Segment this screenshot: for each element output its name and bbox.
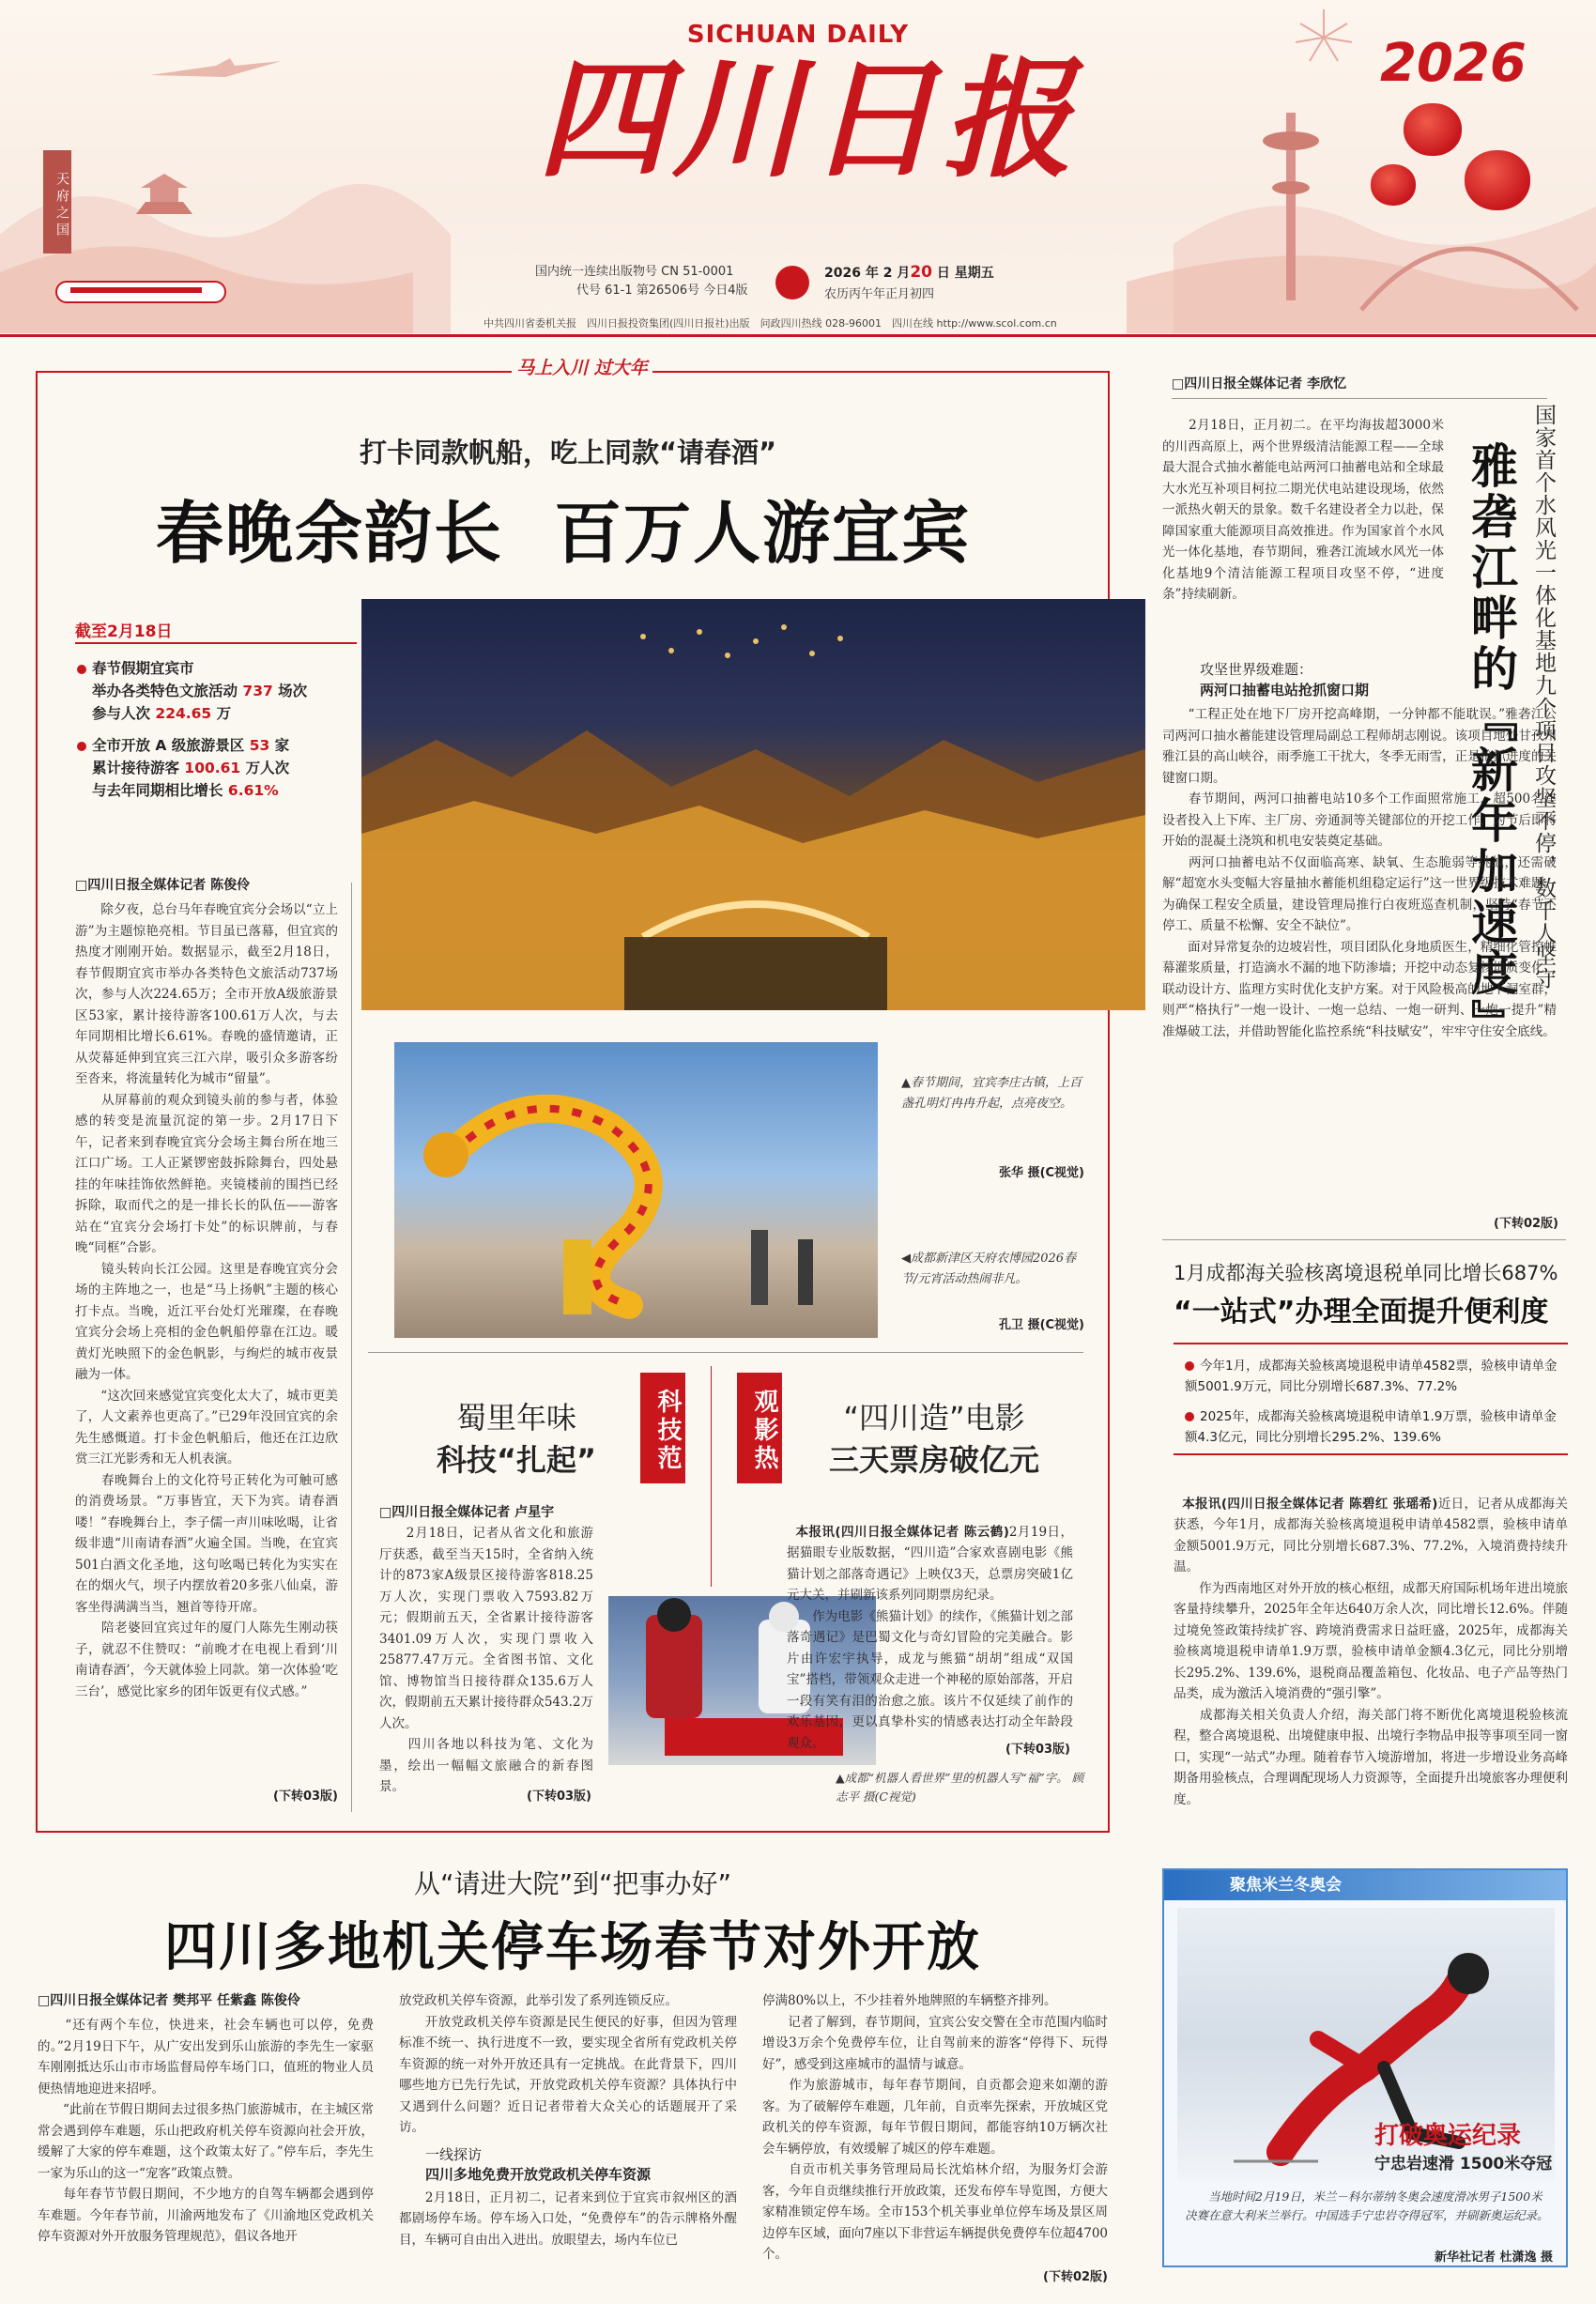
bullet-icon: [77, 742, 86, 751]
photo-dragon-dance: [394, 1042, 878, 1338]
parking-headline: 四川多地机关停车场春节对外开放: [164, 1917, 981, 1978]
masthead-english-title: SICHUAN DAILY: [686, 21, 910, 49]
parking-column-2-text-b: 2月18日，正月初二，记者来到位于宜宾市叙州区的酒都剧场停车场。停车场入口处，“免费停车”的告示牌格外醒目，车辆可自由出入进出。放眼望去，场内车位已: [399, 2189, 737, 2248]
side-seal: 天府之国: [43, 150, 71, 253]
masthead-footer: 中共四川省委机关报 四川日报投资集团(四川日报社)出版 问政四川热线 028-96001 四川在线 http://www.scol.com.cn: [483, 317, 1057, 330]
olympics-banner-text: 聚焦米兰冬奥会: [1230, 1876, 1342, 1895]
film-badge: 观影热: [737, 1373, 782, 1483]
masthead-divider: [0, 334, 1596, 337]
stat2-value-visitors: 100.61: [184, 760, 241, 776]
customs-headline: “一站式”办理全面提升便利度: [1174, 1296, 1549, 1329]
stat1-label-c: 参与人次: [92, 705, 156, 722]
tech-continuation: (下转03版): [527, 1789, 591, 1804]
parking-section-kicker: 一线探访: [425, 2145, 483, 2163]
lead-kicker: 打卡同款帆船，吃上同款“请春酒”: [359, 437, 777, 468]
issue-info: [535, 263, 779, 300]
olympics-banner: [1164, 1870, 1566, 1900]
yalong-sub-kicker: 攻坚世界级难题：: [1200, 661, 1313, 678]
lead-body: 除夕夜，总台马年春晚宜宾分会场以“立上游”为主题惊艳亮相。节目虽已落幕，但宜宾的热度才刚刚开始。数据显示，截至2月18日，春节假期宜宾市举办各类特色文旅活动737场次，参与人次224.65万；全市开放A级旅游景区53家，累计接待游客100.61万人次，与去年同期相比增长6.61%。春晚的盛情邀请，正从荧幕延伸到宜宾三江六岸，吸引众多游客纷至沓来，将流量转化为城市“留量”。 从屏幕前的观众到镜头前的参与者，体验感的转变是流量沉淀的第一步。2月17日下午，记者来到春晚宜宾分会场主舞台所在地三江口广场。工人正紧锣密鼓拆除舞台，四处悬挂的年味挂饰依然鲜艳。夹镜楼前的围挡已经拆除，取而代之的是一排长长的队伍——游客站在“宜宾分会场打卡处”的标识牌前，与春晚“同框”合影。 镜头转向长江公园。这里是春晚宜宾分会场的主阵地之一，也是“马上扬帆”主题的核心打卡点。当晚，近江平台处灯光璀璨，在春晚宜宾分会场上亮相的金色帆船停靠在江边。暖黄灯光映照下的金色帆影，与绚烂的城市夜景融为一体。 “这次回来感觉宜宾变化太大了，城市更美了，人文素养也更高了。”已29年没回宜宾的余先生感慨道。打卡金色帆船后，他还在江边欣赏三江光影秀和无人机表演。 春晚舞台上的文化符号正转化为可触可感的消费场景。“万事皆宜，天下为宾。请春酒喽！”春晚舞台上，李子儒一声川味吆喝，让省级非遗“川南请春酒”火遍全国。当晚，在宜宾501白酒文化圣地，这句吆喝已转化为实实在在的烟火气，坝子内摆放着20多张八仙桌，游客坐得满满当当，翘首等待开席。 陪老婆回宜宾过年的厦门人陈先生刚动筷子，就忍不住赞叹：“前晚才在电视上看到‘川南请春酒’，今天就体验上同款。第一次体验‘吃三台’，感觉比家乡的团年饭更有仪式感。”: [75, 902, 338, 1699]
lead-continuation: (下转03版): [273, 1789, 338, 1804]
film-byline: 本报讯(四川日报全媒体记者 陈云鹤): [795, 1524, 1009, 1540]
tech-headline-1: 蜀里年味: [455, 1400, 576, 1436]
photo2-credit: 孔卫 摄(C视觉): [999, 1318, 1084, 1332]
stat1-label-d: 万: [211, 705, 232, 722]
issue-line-2: 代号 61-1 第26506号 今日4版: [576, 284, 748, 298]
masthead-chinese-title: 四川日报: [536, 42, 1078, 195]
dragon-illustration: [394, 1042, 878, 1338]
stat2-value-scenic: 53: [249, 737, 270, 754]
customs-body: 近日，记者从成都海关获悉，今年1月，成都海关验核离境退税申请单4582票，验核申请单金额5001.9万元，同比分别增长687.3%、77.2%，入境消费持续升温。 作为西南地区对外开放的核心枢纽，成都天府国际机场年进出境旅客量持续攀升，2025年全年达640万余人次，同比增长12.6%。伴随过境免签政策持续扩容、跨境消费需求日益旺盛，2025年，成都海关验核离境退税申请单1.9万票，验核申请单金额4.3亿元，同比分别增长295.2%、139.6%，退税商品覆盖箱包、化妆品、电子产品等热门品类，成为激活入境消费的“强引擎”。 成都海关相关负责人介绍，海关部门将不断优化离境退税验核流程，整合离境退税、出境健康申报、出境行李物品申报等事项至同一窗口，实现“一站式”办理。随着春节入境游增加，将进一步增设业务高峰期备用验核点，合理调配现场人力资源等，全面提升出境旅客办理便利度。: [1174, 1496, 1569, 1807]
parking-column-1: “还有两个车位，快进来，社会车辆也可以停，免费的。”2月19日下午，从广安出发到乐山旅游的李先生一家驱车刚刚抵达乐山市市场监督局停车场门口，值班的物业人员便热情地迎进来招呼。 “此前在节假日期间去过很多热门旅游城市，在主城区常常会遇到停车难题，乐山把政府机关停车资源向社会开放，缓解了大家的停车难题，这个政策太好了。”停车后，李先生一家为乐山的这一“宠客”政策点赞。 每年春节节假日期间，不少地方的自驾车辆都会遇到停车难题。今年春节前，川渝两地发布了《川渝地区党政机关停车资源对外开放服务管理规范》，倡议各地开: [38, 2018, 374, 2244]
parking-column-3: 停满80%以上，不少挂着外地牌照的车辆整齐排列。 记者了解到，春节期间，宜宾公安交警在全市范围内临时增设3万余个免费停车位，让自驾前来的游客“停得下、玩得好”，感受到这座城市的温情与诚意。 作为旅游城市，每年春节期间，自贡都会迎来如潮的游客。为了破解停车难题，几年前，自贡率先探索，开放城区党政机关的停车资源，每年节假日期间，都能容纳10万辆次社会车辆停放，有效缓解了城区的停车难题。 自贡市机关事务管理局局长沈焰林介绍，为服务灯会游客，今年自贡继续推行开放政策，还发布停车导览图，方便大家精准锁定停车场。全市153个机关事业单位停车场及景区周边停车区域，面向7座以下非营运车辆提供免费停车位超4700个。: [762, 1993, 1108, 2262]
yalong-vertical-subtitle: 国家首个水风光一体化基地九个项目攻坚不停，数千人坚守: [1531, 404, 1556, 990]
yalong-rule: [1172, 398, 1547, 399]
film-continuation: (下转03版): [1005, 1743, 1070, 1757]
lantern-icon: [1465, 150, 1530, 210]
publisher-logo-icon: [775, 266, 809, 300]
lead-byline: □四川日报全媒体记者 陈俊伶: [75, 878, 251, 893]
lunar-date: 农历丙午年正月初四: [824, 287, 935, 301]
photo1-caption: ▲春节期间，宜宾李庄古镇，上百盏孔明灯冉冉升起，点亮夜空。: [901, 1076, 1082, 1111]
night-town-illustration: [361, 599, 1145, 1010]
customs-byline: 本报讯(四川日报全媒体记者 陈碧红 张瑶希): [1182, 1496, 1438, 1512]
stat1-label-b: 场次: [272, 683, 308, 699]
stats-title-rule: [75, 642, 357, 644]
yalong-body-2: “工程正处在地下厂房开挖高峰期，一分钟都不能耽误。”雅砻江公司两河口抽水蓄能建设管理局副总工程师胡志刚说。该项目地处甘孜州雅江县的高山峡谷，雨季施工干扰大，冬季无雨雪，正是抢抓进度的关键窗口期。 春节期间，两河口抽蓄电站10多个工作面照常施工，超500名建设者投入上下库、主厂房、旁通洞等关键部位的开挖工作，为节后即将开始的混凝土浇筑和机电安装奠定基础。 两河口抽蓄电站不仅面临高寒、缺氧、生态脆弱等挑战，还需破解“超宽水头变幅大容量抽水蓄能机组稳定运行”这一世界级技术难题。为确保工程安全质量，建设管理局推行白夜班巡查机制，坚持“春节不停工、质量不松懈、安全不缺位”。 面对异常复杂的边坡岩性，项目团队化身地质医生，精细化管控帷幕灌浆质量，打造滴水不漏的地下防渗墙；开挖中动态复核地质变化，联动设计方、监理方实时优化支护方案。对于风险极高的地下洞室群，则严“格执行”一炮一设计、一炮一总结、一炮一研判、一炮一提升”精准爆破工法，并借助智能化监控系统“科技赋安”，牢牢守住安全底线。: [1162, 707, 1557, 1039]
film-headline-2: 三天票房破亿元: [828, 1442, 1039, 1478]
date-prefix: 2026 年 2 月: [824, 266, 911, 281]
stat1-value-activities: 737: [242, 683, 273, 699]
stat-1: [77, 657, 359, 725]
yalong-vertical-title: 雅砻江畔的『新年加速度』: [1464, 441, 1519, 1050]
lead-headline: 春晚余韵长 百万人游宜宾: [155, 494, 972, 573]
tech-badge: 科技范: [640, 1373, 685, 1483]
customs-bullet-1: [1185, 1356, 1560, 1397]
parking-column-2: [399, 1990, 737, 2296]
film-body: 2月19日，据猫眼专业版数据，“四川造”合家欢喜剧电影《熊猫计划之部落奇遇记》上映仅3天，总票房突破1亿元大关，并刷新该系列同期票房纪录。 作为电影《熊猫计划》的续作，《熊猫计划之部落奇遇记》是巴蜀文化与奇幻冒险的完美融合。影片由许宏宇执导，成龙与熊猫“胡胡”组成“双国宝”搭档，带领观众走进一个神秘的原始部落，开启一段有笑有泪的治愈之旅。该片不仅延续了前作的欢乐基因，更以真挚朴实的情感表达打动全年龄段观众。: [787, 1524, 1073, 1751]
date-day: 20: [910, 263, 932, 282]
stat-2: [77, 734, 359, 802]
yalong-body-1: 2月18日，正月初二。在平均海拔超3000米的川西高原上，两个世界级清洁能源工程——全球最大混合式抽水蓄能电站两河口抽蓄电站和全球最大水光互补项目柯拉二期光伏电站建设现场，依然一派热火朝天的景象。数千名建设者全力以赴，保障国家重大能源项目高效推进。作为国家首个水风光一体化基地，春节期间，雅砻江流域水风光一体化基地9个清洁能源工程项目攻坚不停，“进度条”持续刷新。: [1162, 418, 1444, 602]
parking-kicker: 从“请进大院”到“把事办好”: [413, 1868, 732, 1899]
tech-byline: □四川日报全媒体记者 卢星宇: [379, 1505, 555, 1520]
stat2-label-d: 万人次: [240, 760, 290, 776]
masthead: [0, 0, 1596, 333]
bullet-icon: [1185, 1412, 1194, 1421]
stats-block: [77, 657, 359, 802]
issue-date: [824, 263, 1068, 282]
customs-article: [1174, 1472, 1568, 1838]
lantern-icon: [1371, 164, 1416, 206]
customs-bullet-2: [1185, 1406, 1560, 1448]
issue-line-1: 国内统一连续出版物号 CN 51-0001: [535, 265, 734, 279]
yalong-bottom-rule: [1162, 1239, 1566, 1240]
badge-divider: [711, 1366, 712, 1587]
lead-tag: 马上入川 过大年: [512, 355, 652, 402]
photo1-credit: 张华 摄(C视觉): [999, 1166, 1084, 1180]
customs-kicker: 1月成都海关验核离境退税单同比增长687%: [1174, 1262, 1558, 1284]
parking-continuation: (下转02版): [1043, 2270, 1108, 2284]
olympics-caption: 当地时间2月19日，米兰－科尔蒂纳冬奥会速度滑冰男子1500米决赛在意大利米兰举行。中国选手宁忠岩夺得冠军，并刷新奥运纪录。: [1185, 2189, 1549, 2222]
tech-headline-2: 科技“扎起”: [436, 1442, 597, 1478]
stat2-value-growth: 6.61%: [227, 782, 279, 799]
stat1-line1: 春节假期宜宾市: [92, 660, 194, 677]
olympics-title: 打破奥运纪录: [1374, 2122, 1522, 2150]
customs-bullet-1-text: 今年1月，成都海关验核离境退税申请单4582票，验核申请单金额5001.9万元，同比分别增长687.3%、77.2%: [1185, 1359, 1558, 1394]
year-logo: 2026: [1380, 33, 1527, 94]
stat1-value-participants: 224.65: [155, 705, 212, 722]
column-rule: [351, 883, 352, 1812]
bullet-icon: [77, 665, 86, 674]
film-headline-1: “四川造”电影: [843, 1400, 1025, 1436]
photo-speed-skater: [1177, 1908, 1555, 2180]
bullet-icon: [1185, 1361, 1194, 1371]
lantern-icon: [1404, 103, 1462, 156]
stat2-label-a: 全市开放 A 级旅游景区: [92, 737, 250, 754]
parking-section-title: 四川多地免费开放党政机关停车资源: [425, 2165, 652, 2183]
date-suffix: 日 星期五: [932, 266, 994, 281]
yalong-byline: □四川日报全媒体记者 李欣忆: [1172, 376, 1347, 392]
stat2-label-c: 累计接待游客: [92, 760, 185, 776]
section-rule: [368, 1352, 1083, 1353]
stats-title: 截至2月18日: [75, 622, 173, 641]
parking-byline: □四川日报全媒体记者 樊邦平 任紫鑫 陈俊伶: [38, 1993, 300, 2008]
robot-photo-caption: ▲成都“机器人看世界”里的机器人写“福”字。 顾志平 摄(C视觉): [836, 1771, 1084, 1804]
yalong-continuation: (下转02版): [1494, 1217, 1558, 1231]
olympics-credit: 新华社记者 杜潇逸 摄: [1434, 2250, 1553, 2265]
customs-bullet-2-text: 2025年，成都海关验核离境退税申请单1.9万票，验核申请单金额4.3亿元，同比分别增长295.2%、139.6%: [1185, 1409, 1557, 1445]
yalong-sub-title: 两河口抽蓄电站抢抓窗口期: [1200, 682, 1370, 699]
stat2-label-e: 与去年同期相比增长: [92, 782, 228, 799]
parking-column-2-text: 放党政机关停车资源，此举引发了系列连锁反应。 开放党政机关停车资源是民生便民的好事，但因为管理标准不统一、执行进度不一致，要实现全省所有党政机关停车资源的统一对外开放还具有一定挑战。在此背景下，四川哪些地方已先行先试，开放党政机关停车资源？具体执行中又遇到什么问题？近日记者带着大众关心的话题展开了采访。: [399, 1993, 737, 2135]
olympics-subtitle: 宁忠岩速滑 1500米夺冠: [1374, 2155, 1553, 2173]
tech-body: 2月18日，记者从省文化和旅游厅获悉，截至当天15时，全省纳入统计的873家A级景区接待游客818.25万人次，实现门票收入7593.82万元；假期前五天，全省累计接待游客3401.09万人次，实现门票收入25877.47万元。全省图书馆、文化馆、博物馆当日接待群众135.6万人次，假期前五天累计接待群众543.2万人次。 四川各地以科技为笔、文化为墨，绘出一幅幅文旅融合的新春图景。: [379, 1526, 593, 1794]
photo-lizhuang-night: [361, 599, 1145, 1010]
stat2-label-b: 家: [269, 737, 290, 754]
photo2-caption: ◀成都新津区天府农博园2026春节/元宵活动热闹非凡。: [901, 1252, 1077, 1286]
stat1-label-a: 举办各类特色文旅活动: [92, 683, 243, 699]
